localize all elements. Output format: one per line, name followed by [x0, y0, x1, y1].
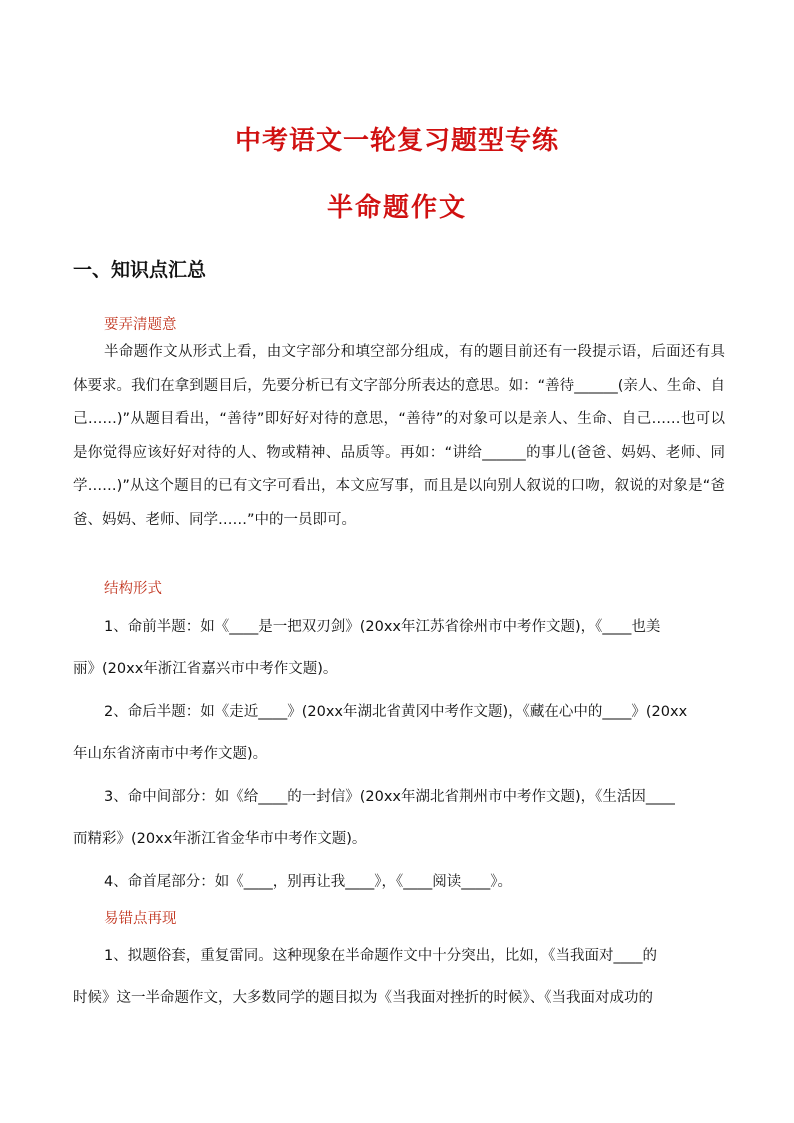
doc-subtitle: 半命题作文 [326, 193, 467, 223]
subheading-understand: 要弄清题意 [104, 317, 177, 333]
doc-title: 中考语文一轮复习题型专练 [234, 126, 559, 156]
structure-item-line: 丽》(20xx年浙江省嘉兴市中考作文题)。 [73, 661, 338, 677]
structure-item-line: 3、命中间部分：如《给____的一封信》(20xx年湖北省荆州市中考作文题)，《生活因____ [104, 789, 675, 805]
structure-item-line: 而精彩》(20xx年浙江省金华市中考作文题)。 [73, 831, 367, 847]
error-item-line: 1、拟题俗套，重复雷同。这种现象在半命题作文中十分突出，比如，《当我面对____的 [104, 948, 657, 964]
structure-item-line: 2、命后半题：如《走近____》(20xx年湖北省黄冈中考作文题)，《藏在心中的____》(20xx [104, 704, 688, 720]
structure-item-line: 4、命首尾部分：如《____，别再让我____》，《____阅读____》。 [104, 874, 512, 890]
section-heading: 一、知识点汇总 [73, 259, 207, 281]
subheading-structure: 结构形式 [104, 581, 162, 597]
structure-item-line: 1、命前半题：如《____是一把双刃剑》(20xx年江苏省徐州市中考作文题)，《____也美 [104, 619, 661, 635]
paragraph-understand: 半命题作文从形式上看，由文字部分和填空部分组成，有的题目前还有一段提示语，后面还有具体要求。我们在拿到题目后，先要分析已有文字部分所表达的意思。如：“善待______(亲人、生命、自己……)”从题目看出，“善待”即好好对待的意思，“善待”的对象可以是亲人、生命、自己……也可以是你觉得应该好好对待的人、物或精神、品质等。再如：“讲给______的事儿(爸爸、妈妈、老师、同学……)”从这个题目的已有文字可看出，本文应写事，而且是以向别人叙说的口吻，叙说的对象是“爸爸、妈妈、老师、同学……”中的一员即可。 [73, 344, 725, 528]
subheading-errors: 易错点再现 [104, 911, 177, 927]
structure-item-line: 年山东省济南市中考作文题)。 [73, 746, 268, 762]
error-item-line: 时候》这一半命题作文，大多数同学的题目拟为《当我面对挫折的时候》、《当我面对成功的 [73, 990, 653, 1006]
